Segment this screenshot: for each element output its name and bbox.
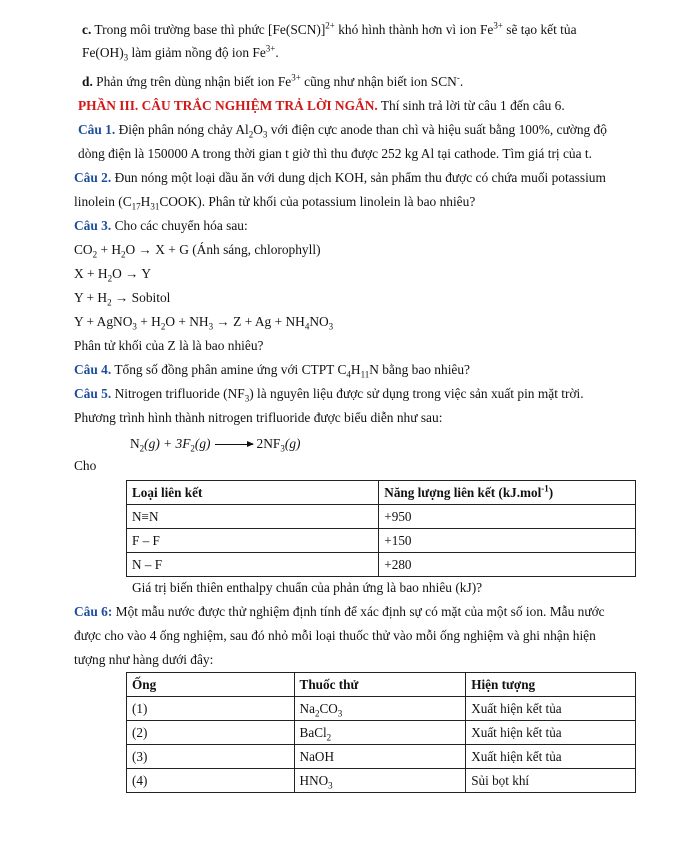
- table-row: [127, 553, 636, 577]
- section-title: PHẦN III. CÂU TRẮC NGHIỆM TRẢ LỜI NGẮN.: [78, 98, 378, 113]
- question-6-line-3: tượng như hàng dưới đây:: [74, 652, 214, 667]
- question-1-line-2: dòng điện là 150000 A trong thời gian t giờ thì thu được 252 kg Al tại cathode. Tìm giá trị của t.: [78, 146, 592, 161]
- question-5-label: Câu 5.: [74, 386, 112, 401]
- question-3-ask: Phân tử khối của Z là là bao nhiêu?: [74, 338, 264, 353]
- reagent-header: Thuốc thử: [294, 673, 466, 697]
- section-instruction: Thí sinh trả lời từ câu 1 đến câu 6.: [377, 98, 565, 113]
- question-6-line-1: Câu 6: Một mẫu nước được thử nghiệm định tính để xác định sự có mặt của một số ion. Mẫu nước: [74, 604, 605, 619]
- question-6-line-2: được cho vào 4 ống nghiệm, sau đó nhỏ mỗi loại thuốc thử vào mỗi ống nghiệm và ghi nhận hiện: [74, 628, 596, 643]
- energy-cell: +150: [379, 529, 636, 553]
- reaction-4: Y + AgNO$_3$ + $H_2O + NH_3 \to Z + Ag + NH_4NO_3$: [74, 314, 334, 332]
- bond-energy-header: Năng lượng liên kết (kJ.mol$^{-1}$): [379, 481, 636, 505]
- reaction-arrow-icon: [215, 444, 253, 445]
- reaction-3: $Y + H_2$ → Sobitol: [74, 290, 171, 308]
- table-row: [127, 745, 636, 769]
- question-5-ask: Giá trị biến thiên enthalpy chuẩn của phản ứng là bao nhiêu (kJ)?: [132, 580, 483, 595]
- question-6-label: Câu 6:: [74, 604, 113, 619]
- given-label: Cho: [74, 458, 97, 473]
- tube-cell: (4): [127, 769, 295, 793]
- reaction-1: $CO_2 + H_2O \to X + G$ (Ánh sáng, chlorophyll): [74, 242, 321, 260]
- part-d-line: d. Phản ứng trên dùng nhận biết ion $Fe^{3+}$ cũng như nhận biết ion SCN-.: [82, 72, 464, 89]
- tube-cell: (2): [127, 721, 295, 745]
- question-1-line-1: Câu 1. Điện phân nóng chảy $Al_2O_3$ với điện cực anode than chì và hiệu suất bằng 100%, cường độ: [78, 122, 607, 140]
- question-3-label: Câu 3.: [74, 218, 112, 233]
- question-2-label: Câu 2.: [74, 170, 112, 185]
- table-row: [127, 529, 636, 553]
- part-c-line-2: $Fe(OH)_3$ làm giảm nồng độ ion $Fe^{3+}$.: [82, 43, 279, 63]
- energy-cell: +280: [379, 553, 636, 577]
- part-c-line-1: c. Trong môi trường base thì phức $[Fe(SCN)]^{2+}$ khó hình thành hơn vì ion $Fe^{3+}$ sẽ tạo kết tủa: [82, 20, 577, 37]
- question-5-line-1: Câu 5. Nitrogen trifluoride $(NF_3)$ là nguyên liệu được sử dụng trong việc sản xuất pin mặt trời.: [74, 386, 584, 404]
- bond-cell: F – F: [127, 529, 379, 553]
- question-4-label: Câu 4.: [74, 362, 112, 377]
- reaction-2: $X + H_2O \to Y$: [74, 266, 152, 284]
- question-5-line-2: Phương trình hình thành nitrogen trifluoride được biểu diễn như sau:: [74, 410, 443, 425]
- table-row: [127, 769, 636, 793]
- observation-cell: Xuất hiện kết tủa: [466, 697, 636, 721]
- observation-cell: Xuất hiện kết tủa: [466, 721, 636, 745]
- bond-cell: N – F: [127, 553, 379, 577]
- table-row: [127, 697, 636, 721]
- tube-cell: (1): [127, 697, 295, 721]
- observation-header: Hiện tượng: [466, 673, 636, 697]
- reagent-cell: NaOH: [294, 745, 466, 769]
- tube-header: Ống: [127, 673, 295, 697]
- table-row: [127, 505, 636, 529]
- reagent-cell: $HNO_3$: [294, 769, 466, 793]
- bond-cell: N≡N: [127, 505, 379, 529]
- nf3-equation: $N_2(g) + 3F_2(g)$ $2NF_3(g)$: [130, 436, 301, 454]
- reagent-cell: $Na_2CO_3$: [294, 697, 466, 721]
- section-heading: [78, 98, 565, 114]
- part-d-label: d.: [82, 74, 93, 89]
- reagent-cell: BaCl$_2$: [294, 721, 466, 745]
- observation-cell: Xuất hiện kết tủa: [466, 745, 636, 769]
- table-row: [127, 721, 636, 745]
- question-2-line-2: linolein $(C_{17}H_{31}COOK)$. Phân tử khối của potassium linolein là bao nhiêu?: [74, 194, 476, 212]
- reagent-table: [126, 672, 636, 793]
- question-4-line: Câu 4. Tổng số đồng phân amine ứng với CTPT $C_4H_{11}N$ bằng bao nhiêu?: [74, 362, 471, 380]
- question-2-line-1: Câu 2. Đun nóng một loại dầu ăn với dung dịch KOH, sản phẩm thu được có chứa muối potassium: [74, 170, 606, 185]
- question-3-intro: Câu 3. Cho các chuyển hóa sau:: [74, 218, 248, 233]
- tube-cell: (3): [127, 745, 295, 769]
- table-header-row: [127, 673, 636, 697]
- question-1-label: Câu 1.: [78, 122, 116, 137]
- energy-cell: +950: [379, 505, 636, 529]
- observation-cell: Sủi bọt khí: [466, 769, 636, 793]
- part-c-label: c.: [82, 22, 92, 37]
- bond-energy-table: [126, 480, 636, 577]
- table-header-row: [127, 481, 636, 505]
- bond-type-header: Loại liên kết: [127, 481, 379, 505]
